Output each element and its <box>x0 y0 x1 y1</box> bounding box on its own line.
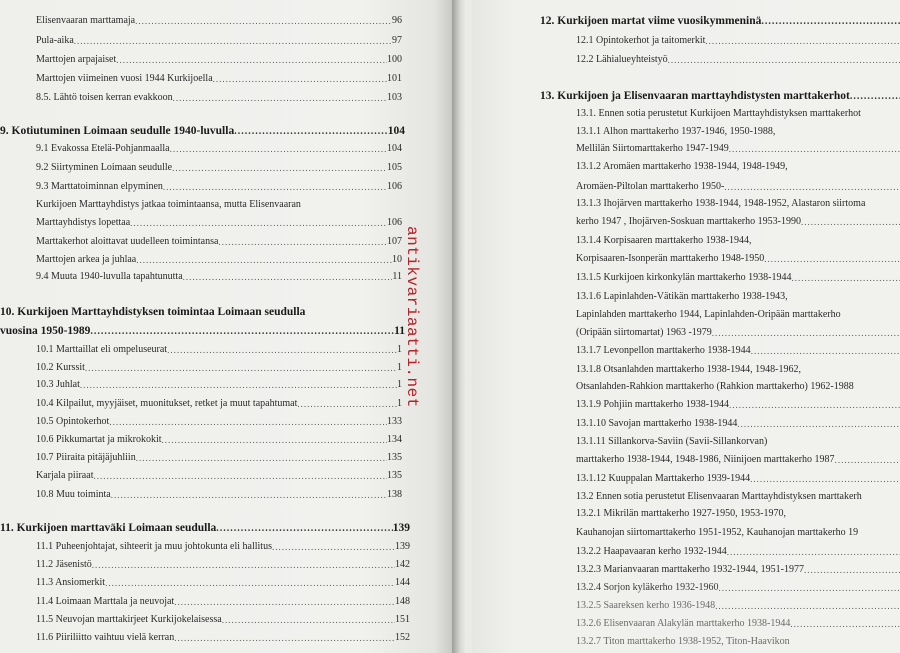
toc-page-number: 11 <box>392 271 402 282</box>
toc-dot-leader <box>130 217 387 229</box>
toc-page-number: 152 <box>395 632 410 643</box>
toc-dot-leader <box>750 473 900 485</box>
toc-dot-leader <box>790 636 900 648</box>
toc-entry <box>36 470 402 482</box>
toc-dot-leader <box>109 416 387 428</box>
toc-entry-title: 10.4 Kilpailut, myyjäiset, muonitukset, retket ja muut tapahtumat <box>36 398 298 409</box>
toc-entry <box>36 577 410 589</box>
toc-entry <box>36 181 402 193</box>
toc-entry <box>576 418 900 430</box>
toc-entry-title: 13.1.7 Levonpellon marttakerho 1938-1944 <box>576 345 751 356</box>
toc-dot-leader <box>218 236 387 248</box>
toc-entry <box>576 198 900 210</box>
toc-page-number: 105 <box>387 162 402 173</box>
toc-entry-title: 13.2.5 Saareksen kerho 1936-1948 <box>576 600 716 611</box>
toc-entry-title: 12. Kurkijoen martat viime vuosikymmeninä <box>540 15 762 27</box>
toc-entry-title: 13.1.12 Kuuppalan Marttakerho 1939-1944 <box>576 473 751 484</box>
toc-dot-leader <box>136 254 392 266</box>
watermark-text: antikvariaatti.net <box>403 226 421 408</box>
toc-dot-leader <box>727 546 900 558</box>
toc-entry-title: Marttojen arpajaiset <box>36 54 117 65</box>
toc-entry-title: 13.1.9 Pohjiin marttakerho 1938-1944 <box>576 399 730 410</box>
toc-entry <box>36 614 410 626</box>
toc-entry <box>576 436 900 448</box>
toc-dot-leader <box>173 92 387 104</box>
toc-entry <box>36 199 402 211</box>
toc-entry <box>576 108 900 120</box>
toc-page-number: 151 <box>395 614 410 625</box>
toc-entry-title: Karjala piiraat <box>36 470 94 481</box>
toc-dot-leader <box>85 362 397 374</box>
toc-entry-title: Lapinlahden marttakerho 1944, Lapinlahden-Oripään marttakerho <box>576 309 841 320</box>
toc-dot-leader <box>801 216 900 228</box>
toc-entry-title: 10.8 Muu toiminta <box>36 489 111 500</box>
toc-dot-leader <box>216 522 392 535</box>
toc-dot-leader <box>222 614 395 626</box>
toc-entry <box>576 454 900 466</box>
toc-entry <box>576 54 900 66</box>
toc-entry-title: 8.5. Lähtö toisen kerran evakkoon <box>36 92 173 103</box>
toc-dot-leader <box>234 125 388 138</box>
toc-dot-leader <box>790 618 900 630</box>
toc-entry <box>576 546 900 558</box>
toc-entry-title: 13.2.3 Marianvaaran marttakerho 1932-1944, 1951-1977 <box>576 564 804 575</box>
toc-dot-leader <box>764 253 900 265</box>
toc-dot-leader <box>183 271 393 283</box>
toc-entry <box>36 489 402 501</box>
toc-entry <box>576 181 900 193</box>
toc-entry <box>36 162 402 174</box>
toc-page-number: 135 <box>387 452 402 463</box>
toc-entry <box>576 253 900 265</box>
toc-entry-title: 9.1 Evakossa Etelä-Pohjanmaalla <box>36 143 170 154</box>
toc-dot-leader <box>105 577 395 589</box>
toc-entry-title: Otsanlahden-Rahkion marttakerho (Rahkion marttakerho) 1962-1988 <box>576 381 854 392</box>
toc-entry-title: 11.2 Jäsenistö <box>36 559 92 570</box>
toc-entry <box>36 143 402 155</box>
toc-entry <box>576 582 900 594</box>
toc-entry-title: 10.1 Marttaillat eli ompeluseurat <box>36 344 168 355</box>
toc-chapter-heading <box>0 522 410 535</box>
toc-dot-leader <box>788 291 900 303</box>
toc-dot-leader <box>719 582 900 594</box>
toc-entry <box>576 600 900 612</box>
toc-entry <box>36 398 402 410</box>
toc-entry-title: 13.1.8 Otsanlahden marttakerho 1938-1944, 1948-1962, <box>576 364 801 375</box>
toc-entry-title: 13.1. Ennen sotia perustetut Kurkijoen Marttayhdistyksen marttakerhot <box>576 108 861 119</box>
toc-page-number: 133 <box>387 416 402 427</box>
toc-entry-title: 11.1 Puheenjohtajat, sihteerit ja muu johtokunta eli hallitus <box>36 541 272 552</box>
toc-entry-title: Korpisaaren-Isonperän marttakerho 1948-1950 <box>576 253 765 264</box>
toc-chapter-heading <box>0 125 405 138</box>
toc-entry-title: 13.1.3 Ihojärven marttakerho 1938-1944, 1948-1952, Alastaron siirtoma <box>576 198 866 209</box>
toc-entry-title: 13.1.4 Korpisaaren marttakerho 1938-1944, <box>576 235 752 246</box>
toc-dot-leader <box>761 15 900 28</box>
toc-entry-title: 11.5 Neuvojan marttakirjeet Kurkijokelaisessa <box>36 614 222 625</box>
toc-dot-leader <box>715 600 900 612</box>
toc-entry <box>36 35 402 47</box>
toc-entry <box>36 54 402 66</box>
toc-dot-leader <box>861 108 900 120</box>
toc-dot-leader <box>116 54 387 66</box>
toc-entry-title: 11.6 Piiriliitto vaihtuu vielä kerran <box>36 632 175 643</box>
toc-entry-title: Kurkijoen Marttayhdistys jatkaa toimintaansa, mutta Elisenvaaran <box>36 199 301 210</box>
toc-dot-leader <box>862 491 900 503</box>
toc-dot-leader <box>167 344 397 356</box>
toc-dot-leader <box>668 54 900 66</box>
toc-entry-title: 13.1.1 Alhon marttakerho 1937-1946, 1950-1988, <box>576 126 776 137</box>
toc-page-number: 135 <box>387 470 402 481</box>
toc-dot-leader <box>213 73 387 85</box>
toc-entry-title: 10. Kurkijoen Marttayhdistyksen toimintaa Loimaan seudulla <box>0 306 306 318</box>
toc-dot-leader <box>111 489 387 501</box>
toc-dot-leader <box>737 418 900 430</box>
toc-entry <box>36 73 402 85</box>
toc-entry-title: 9.3 Marttatoiminnan elpyminen <box>36 181 163 192</box>
toc-dot-leader <box>170 143 387 155</box>
toc-entry <box>36 362 402 374</box>
toc-dot-leader <box>172 162 387 174</box>
toc-entry-title: 10.3 Juhlat <box>36 379 80 390</box>
toc-dot-leader <box>136 452 387 464</box>
toc-page-number: 100 <box>387 54 402 65</box>
toc-page-number: 96 <box>392 15 402 26</box>
toc-dot-leader <box>786 508 900 520</box>
toc-page-number: 134 <box>387 434 402 445</box>
toc-dot-leader <box>854 381 900 393</box>
toc-chapter-heading <box>540 90 900 103</box>
toc-entry-title: 13.2.1 Mikrilän marttakerho 1927-1950, 1953-1970, <box>576 508 786 519</box>
toc-entry <box>576 473 900 485</box>
toc-entry-title: Marttayhdistys lopettaa <box>36 217 131 228</box>
toc-entry <box>576 327 900 339</box>
toc-entry <box>36 254 402 266</box>
toc-entry <box>576 491 900 503</box>
toc-entry-title: Marttakerhot aloittavat uudelleen toimintansa <box>36 236 219 247</box>
toc-entry-title: 13.1.2 Aromäen marttakerho 1938-1944, 1948-1949, <box>576 161 788 172</box>
toc-entry <box>576 126 900 138</box>
toc-dot-leader <box>301 199 402 211</box>
toc-entry-title: 10.7 Piiraita pitäjäjuhliin <box>36 452 136 463</box>
toc-dot-leader <box>751 345 900 357</box>
toc-page-number: 1 <box>397 362 402 373</box>
toc-entry-title: 13. Kurkijoen ja Elisenvaaran marttayhdistysten marttakerhot <box>540 90 850 102</box>
right-page <box>472 0 900 653</box>
toc-entry-title: marttakerho 1938-1944, 1948-1986, Niinijoen marttakerho 1987 <box>576 454 835 465</box>
toc-entry-title: Marttojen arkea ja juhlaa <box>36 254 137 265</box>
book-gutter <box>452 0 472 653</box>
toc-page-number: 106 <box>387 217 402 228</box>
toc-dot-leader <box>305 306 405 319</box>
toc-dot-leader <box>775 126 900 138</box>
toc-chapter-heading <box>540 15 900 28</box>
toc-dot-leader <box>788 161 900 173</box>
toc-dot-leader <box>804 564 900 576</box>
toc-entry-title: 13.2.2 Haapavaaran kerho 1932-1944 <box>576 546 727 557</box>
toc-entry-title: 12.1 Opintokerhot ja taitomerkit <box>576 35 706 46</box>
toc-page-number: 1 <box>397 379 402 390</box>
toc-entry <box>36 452 402 464</box>
toc-page-number: 138 <box>387 489 402 500</box>
toc-dot-leader <box>858 527 900 539</box>
toc-entry <box>576 636 900 648</box>
toc-page-number: 106 <box>387 181 402 192</box>
toc-entry <box>36 92 402 104</box>
toc-page-number: 104 <box>387 143 402 154</box>
toc-entry <box>576 161 900 173</box>
toc-entry <box>36 559 410 571</box>
toc-entry-title: (Oripään siirtomartat) 1963 -1979 <box>576 327 712 338</box>
toc-page-number: 142 <box>395 559 410 570</box>
toc-entry <box>576 143 900 155</box>
toc-entry <box>576 364 900 376</box>
toc-entry <box>576 508 900 520</box>
toc-entry <box>576 35 900 47</box>
toc-dot-leader <box>729 143 900 155</box>
toc-entry-title: 13.1.11 Sillankorva-Saviin (Savii-Sillankorvan) <box>576 436 768 447</box>
toc-entry <box>576 272 900 284</box>
toc-entry <box>576 527 900 539</box>
toc-dot-leader <box>841 309 900 321</box>
toc-page-number: 104 <box>387 125 405 137</box>
toc-entry <box>576 618 900 630</box>
toc-dot-leader <box>74 35 392 47</box>
toc-entry-title: 13.1.6 Lapinlahden-Vätikän marttakerho 1938-1943, <box>576 291 788 302</box>
toc-dot-leader <box>297 398 397 410</box>
toc-dot-leader <box>712 327 900 339</box>
toc-entry-title: 10.5 Opintokerhot <box>36 416 110 427</box>
toc-entry-title: Marttojen viimeinen vuosi 1944 Kurkijoella <box>36 73 213 84</box>
toc-entry-title: Mellilän Siirtomarttakerho 1947-1949 <box>576 143 729 154</box>
toc-page-number: 139 <box>395 541 410 552</box>
toc-dot-leader <box>850 90 900 103</box>
toc-dot-leader <box>729 399 900 411</box>
toc-entry-title: 13.1.5 Kurkijoen kirkonkylän marttakerho 1938-1944 <box>576 272 792 283</box>
toc-dot-leader <box>174 596 395 608</box>
toc-entry-title: 11.3 Ansiomerkit <box>36 577 106 588</box>
toc-entry <box>576 564 900 576</box>
toc-entry <box>36 632 410 644</box>
toc-page-number: 11 <box>394 325 405 337</box>
toc-entry-title: Aromäen-Piltolan marttakerho 1950- <box>576 181 725 192</box>
toc-dot-leader <box>162 434 387 446</box>
toc-entry-title: Elisenvaaran marttamaja <box>36 15 136 26</box>
toc-entry <box>576 381 900 393</box>
toc-entry <box>36 15 402 27</box>
toc-dot-leader <box>865 198 900 210</box>
toc-entry-title: 13.2.4 Sorjon kyläkerho 1932-1960 <box>576 582 719 593</box>
toc-entry <box>576 345 900 357</box>
toc-entry-title: vuosina 1950-1989 <box>0 325 91 337</box>
watermark <box>401 226 431 431</box>
toc-entry <box>36 416 402 428</box>
toc-page-number: 139 <box>392 522 410 534</box>
toc-entry <box>576 399 900 411</box>
toc-entry-title: 11. Kurkijoen marttaväki Loimaan seudulla <box>0 522 217 534</box>
toc-entry-title: kerho 1947 , Ihojärven-Soskuan marttakerho 1953-1990 <box>576 216 801 227</box>
toc-entry-title: 9.4 Muuta 1940-luvulla tapahtunutta <box>36 271 183 282</box>
toc-chapter-heading <box>0 325 405 338</box>
toc-page-number: 107 <box>387 236 402 247</box>
toc-entry <box>576 216 900 228</box>
toc-dot-leader <box>767 436 900 448</box>
toc-dot-leader <box>174 632 395 644</box>
toc-dot-leader <box>835 454 900 466</box>
toc-entry-title: 13.2.6 Elisenvaaran Alakylän marttakerho 1938-1944 <box>576 618 791 629</box>
toc-dot-leader <box>752 235 900 247</box>
toc-entry <box>36 596 410 608</box>
toc-entry-title: 13.1.10 Savojan marttakerho 1938-1944 <box>576 418 738 429</box>
toc-entry-title: 10.6 Pikkumartat ja mikrokokit <box>36 434 162 445</box>
toc-entry <box>576 291 900 303</box>
toc-dot-leader <box>80 379 397 391</box>
toc-entry <box>36 344 402 356</box>
toc-dot-leader <box>705 35 900 47</box>
toc-dot-leader <box>93 470 387 482</box>
toc-entry-title: 9.2 Siirtyminen Loimaan seudulle <box>36 162 173 173</box>
toc-entry <box>576 235 900 247</box>
toc-dot-leader <box>801 364 900 376</box>
toc-entry-title: 10.2 Kurssit <box>36 362 85 373</box>
toc-page-number: 101 <box>387 73 402 84</box>
toc-entry <box>36 434 402 446</box>
toc-entry <box>36 271 402 283</box>
toc-entry <box>36 379 402 391</box>
toc-dot-leader <box>92 559 395 571</box>
toc-entry <box>576 309 900 321</box>
toc-page-number: 1 <box>397 344 402 355</box>
toc-entry-title: 13.2.7 Titon marttakerho 1938-1952, Titon-Haavikon <box>576 636 790 647</box>
toc-page-number: 103 <box>387 92 402 103</box>
toc-entry-title: 12.2 Lähialueyhteistyö <box>576 54 668 65</box>
toc-entry <box>36 236 402 248</box>
toc-page-number: 97 <box>392 35 402 46</box>
toc-dot-leader <box>272 541 395 553</box>
toc-page-number: 1 <box>397 398 402 409</box>
toc-entry <box>36 217 402 229</box>
toc-entry-title: 13.2 Ennen sotia perustetut Elisenvaaran Marttayhdistyksen marttakerh <box>576 491 862 502</box>
toc-dot-leader <box>90 325 394 338</box>
toc-dot-leader <box>792 272 900 284</box>
toc-entry-title: Kauhanojan siirtomarttakerho 1951-1952, Kauhanojan marttakerho 19 <box>576 527 859 538</box>
toc-chapter-heading <box>0 306 405 319</box>
toc-dot-leader <box>135 15 392 27</box>
toc-page-number: 144 <box>395 577 410 588</box>
toc-dot-leader <box>724 181 900 193</box>
toc-dot-leader <box>163 181 387 193</box>
toc-page-number: 10 <box>392 254 402 265</box>
toc-entry-title: 11.4 Loimaan Marttala ja neuvojat <box>36 596 175 607</box>
toc-entry-title: 9. Kotiutuminen Loimaan seudulle 1940-luvulla <box>0 125 235 137</box>
toc-entry-title: Pula-aika <box>36 35 74 46</box>
toc-page-number: 148 <box>395 596 410 607</box>
toc-entry <box>36 541 410 553</box>
